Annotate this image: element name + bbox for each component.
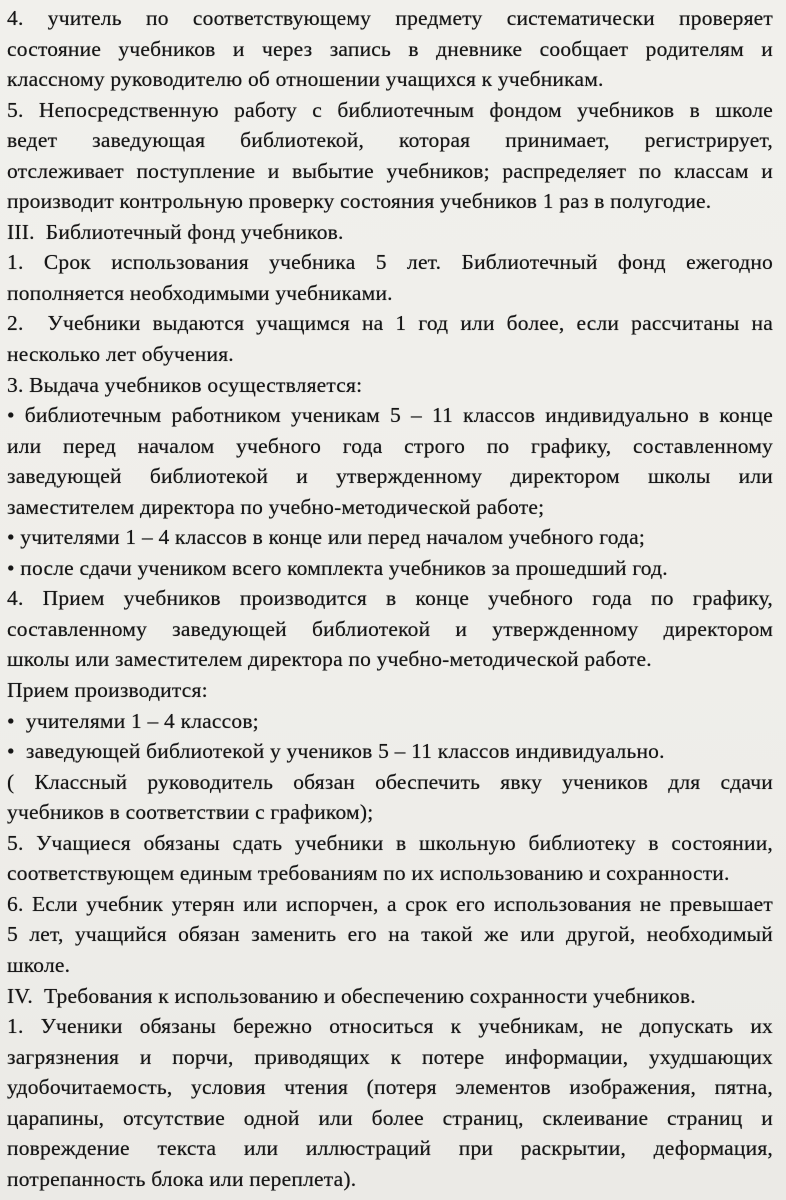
text-line: состояние учебников и через запись в дневнике сообщает родителям и	[7, 36, 773, 61]
text-line: классному руководителю об отношении учащихся к учебникам.	[7, 67, 604, 92]
text-line: 3. Выдача учебников осуществляется:	[7, 372, 363, 397]
text-line: удобочитаемость, условия чтения (потеря элементов изображения, пятна,	[7, 1075, 773, 1100]
text-line: пополняется необходимыми учебниками.	[7, 280, 393, 305]
text-line: • заведующей библиотекой у учеников 5 – 11 классов индивидуально.	[7, 739, 665, 764]
text-line: 1. Срок использования учебника 5 лет. Библиотечный фонд ежегодно	[7, 250, 773, 275]
text-line: 4. Прием учебников производится в конце учебного года по графику,	[7, 586, 773, 611]
text-line: потрепанность блока или переплета).	[7, 1166, 357, 1191]
text-line: 5. Непосредственную работу с библиотечным фондом учебников в школе	[7, 97, 773, 122]
text-line: • учителями 1 – 4 классов;	[7, 708, 259, 733]
text-line: царапины, отсутствие одной или более страниц, склеивание страниц и	[7, 1105, 773, 1130]
text-line: загрязнения и порчи, приводящих к потере информации, ухудшающих	[7, 1044, 773, 1069]
text-line: или перед началом учебного года строго по графику, составленному	[7, 433, 773, 458]
text-line: соответствующем единым требованиям по их использованию и сохранности.	[7, 861, 730, 886]
text-line: • библиотечным работником ученикам 5 – 11 классов индивидуально в конце	[7, 403, 773, 428]
text-line: 2. Учебники выдаются учащимся на 1 год или более, если рассчитаны на	[7, 311, 773, 336]
text-line: 6. Если учебник утерян или испорчен, а срок его использования не превышает	[7, 891, 773, 916]
text-line: школе.	[7, 952, 71, 977]
text-line: производит контрольную проверку состояния учебников 1 раз в полугодие.	[7, 189, 712, 214]
text-line: учебников в соответствии с графиком);	[7, 800, 374, 825]
text-line: IV. Требования к использованию и обеспечению сохранности учебников.	[7, 983, 696, 1008]
text-line: отслеживает поступление и выбытие учебников; распределяет по классам и	[7, 158, 773, 183]
text-line: повреждение текста или иллюстраций при раскрытии, деформация,	[7, 1136, 773, 1161]
text-line: заместителем директора по учебно-методической работе;	[7, 494, 545, 519]
text-line: III. Библиотечный фонд учебников.	[7, 219, 344, 244]
text-line: Прием производится:	[7, 678, 208, 703]
text-line: • после сдачи учеником всего комплекта учебников за прошедший год.	[7, 555, 668, 580]
text-line: заведующей библиотекой и утвержденному директором школы или	[7, 464, 773, 489]
text-line: 5 лет, учащийся обязан заменить его на такой же или другой, необходимый	[7, 922, 773, 947]
text-line: несколько лет обучения.	[7, 342, 234, 367]
text-line: ( Классный руководитель обязан обеспечить явку учеников для сдачи	[7, 769, 773, 794]
text-line: 1. Ученики обязаны бережно относиться к учебникам, не допускать их	[7, 1014, 773, 1039]
text-line: ведет заведующая библиотекой, которая принимает, регистрирует,	[7, 128, 773, 153]
text-line: • учителями 1 – 4 классов в конце или перед началом учебного года;	[7, 525, 646, 550]
text-line: 5. Учащиеся обязаны сдать учебники в школьную библиотеку в состоянии,	[7, 830, 773, 855]
text-line: составленному заведующей библиотекой и утвержденному директором	[7, 616, 773, 641]
text-line: школы или заместителем директора по учебно-методической работе.	[7, 647, 652, 672]
text-line: 4. учитель по соответствующему предмету систематически проверяет	[7, 6, 773, 30]
